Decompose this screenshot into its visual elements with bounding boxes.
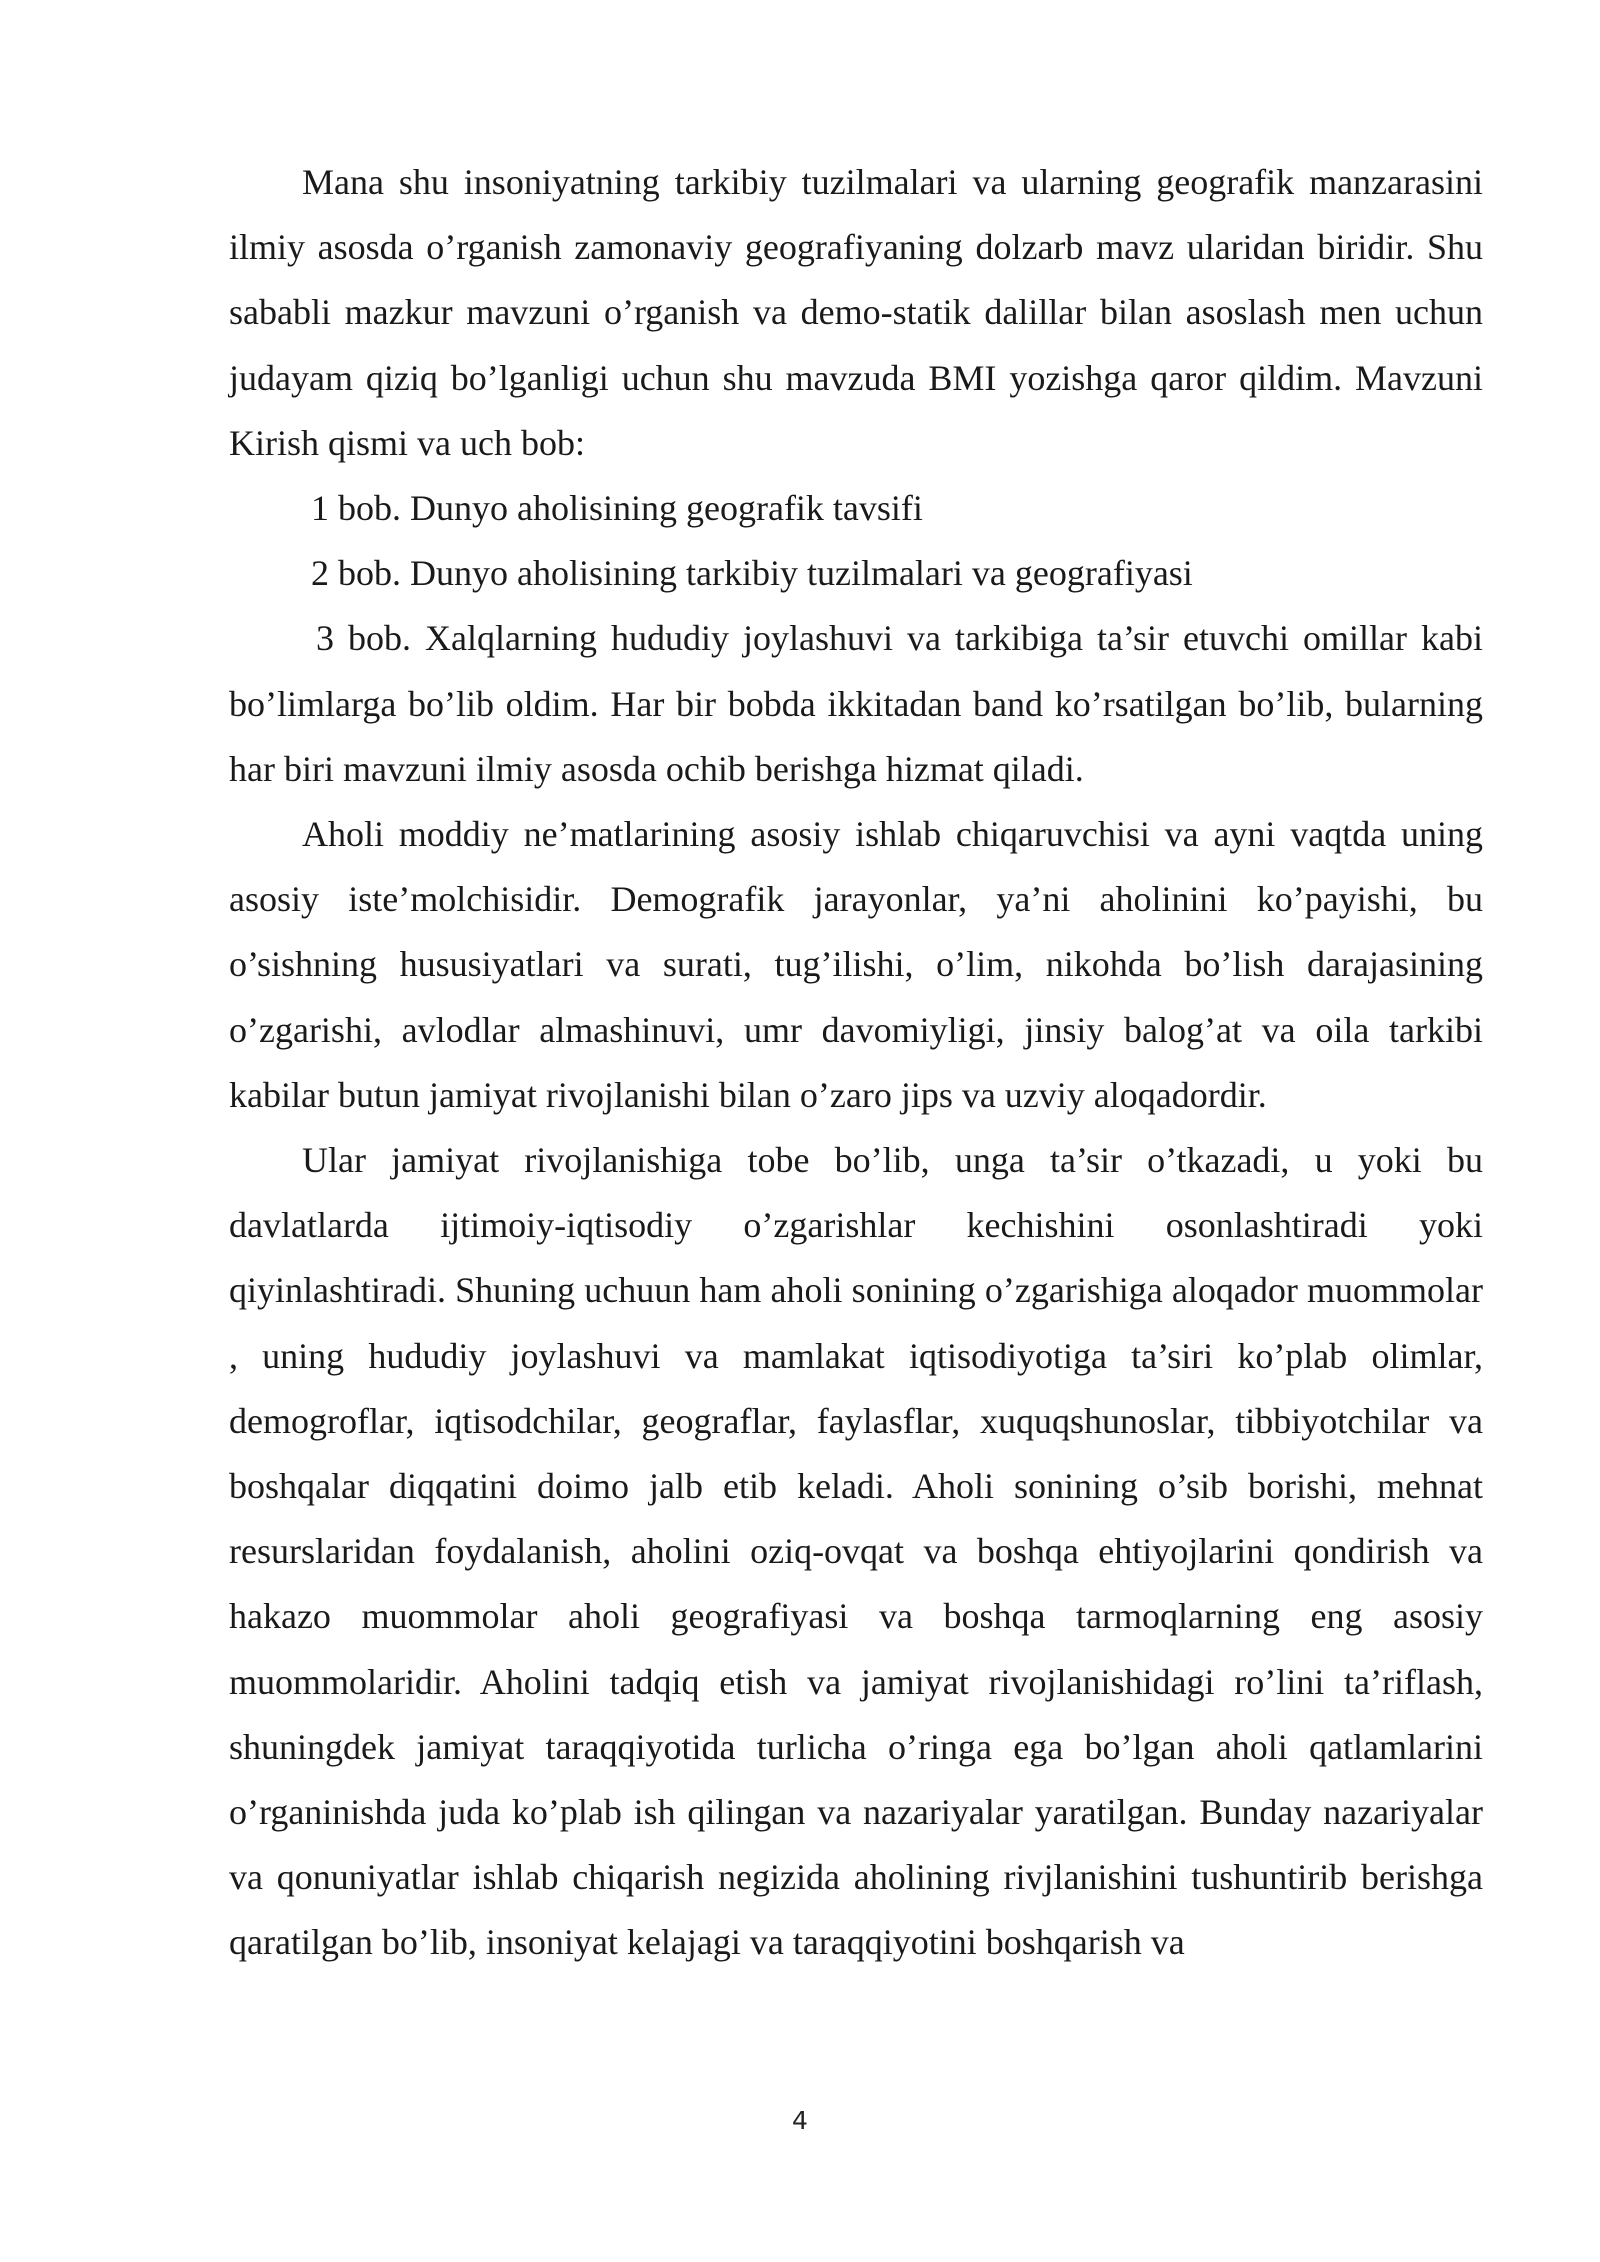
paragraph-population: Aholi moddiy ne’matlarining asosiy ishlab chiqaruvchisi va ayni vaqtda uning asosiy iste’molchisidir. Demografik jarayonlar, ya’ni aholinini ko’payishi, bu o’sishning hususiyatlari va surati, tug’ilishi, o’lim, nikohda bo’lish darajasining o’zgarishi, avlodlar almashinuvi, umr davomiyligi, jinsiy balog’at va oila tarkibi kabilar butun jamiyat rivojlanishi bilan o’zaro jips va uzviy aloqadordir. (229, 814, 1483, 1115)
body-text (229, 150, 1483, 1976)
paragraph-intro: Mana shu insoniyatning tarkibiy tuzilmalari va ularning geografik manzarasini ilmiy asosda o’rganish zamonaviy geografiyaning dolzarb mavz ularidan biridir. Shu sababli mazkur mavzuni o’rganish va demo-statik dalillar bilan asoslash men uchun judayam qiziq bo’lganligi uchun shu mavzuda BMI yozishga qaror qildim. Mavzuni Kirish qismi va uch bob: (229, 162, 1483, 463)
page-number: 4 (792, 2106, 808, 2135)
chapter-1-item: 1 bob. Dunyo aholisining geografik tavsifi (311, 488, 923, 529)
paragraph-development: Ular jamiyat rivojlanishiga tobe bo’lib, unga ta’sir o’tkazadi, u yoki bu davlatlarda ijtimoiy-iqtisodiy o’zgarishlar kechishini osonlashtiradi yoki qiyinlashtiradi. Shuning uchuun ham aholi sonining o’zgarishiga aloqador muommolar , uning hududiy joylashuvi va mamlakat iqtisodiyotiga ta’siri ko’plab olimlar, demogroflar, iqtisodchilar, geograflar, faylasflar, xuquqshunoslar, tibbiyotchilar va boshqalar diqqatini doimo jalb etib keladi. Aholi sonining o’sib borishi, mehnat resurslaridan foydalanish, aholini oziq-ovqat va boshqa ehtiyojlarini qondirish va hakazo muommolar aholi geografiyasi va boshqa tarmoqlarning eng asosiy muommolaridir. Aholini tadqiq etish va jamiyat rivojlanishidagi ro’lini ta’riflash, shuningdek jamiyat taraqqiyotida turlicha o’ringa ega bo’lgan aholi qatlamlarini o’rganinishda juda ko’plab ish qilingan va nazariyalar yaratilgan. Bunday nazariyalar va qonuniyatlar ishlab chiqarish negizida aholining rivjlanishini tushuntirib berishga qaratilgan bo’lib, insoniyat kelajagi va taraqqiyotini boshqarish va (229, 1140, 1483, 1963)
chapter-2-item: 2 bob. Dunyo aholisining tarkibiy tuzilmalari va geografiyasi (311, 553, 1193, 594)
chapter-3-item: 3 bob. Xalqlarning hududiy joylashuvi va tarkibiga ta’sir etuvchi omillar kabi bo’limlarga bo’lib oldim. Har bir bobda ikkitadan band ko’rsatilgan bo’lib, bularning har biri mavzuni ilmiy asosda ochib berishga hizmat qiladi. (229, 618, 1483, 789)
